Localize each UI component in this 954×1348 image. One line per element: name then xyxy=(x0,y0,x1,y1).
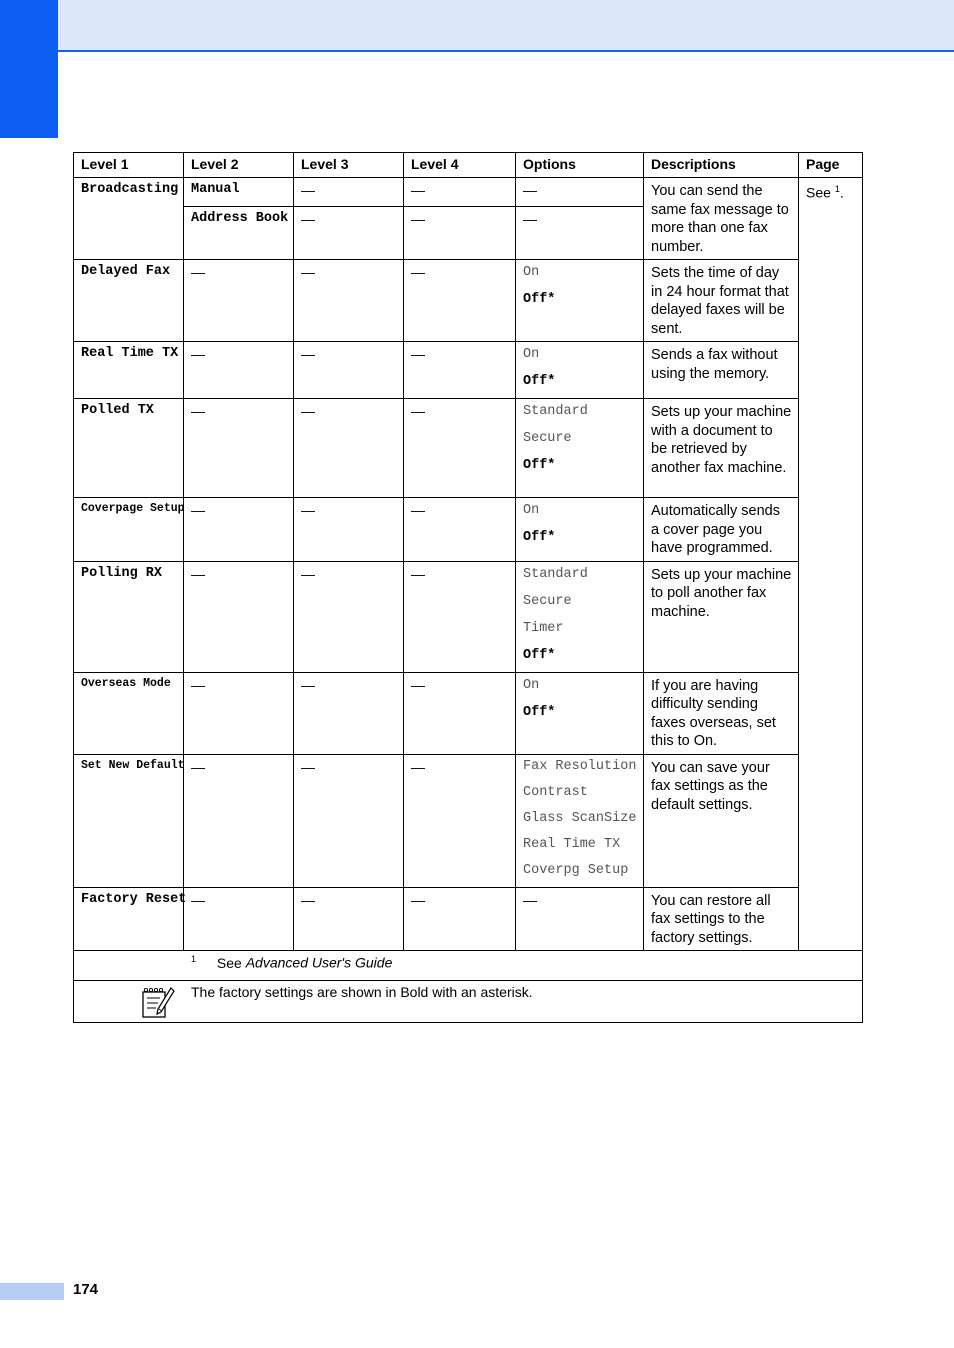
page-ref-suffix: . xyxy=(839,184,844,201)
options-cell: — xyxy=(516,207,644,260)
table-header-row xyxy=(74,153,863,178)
col-header-level4: Level 4 xyxy=(404,153,516,178)
col-header-page: Page xyxy=(799,153,863,178)
description-cell: Sets up your machine with a document to be retrieved by another fax machine. xyxy=(644,399,799,498)
level1-cell: Factory Reset xyxy=(74,887,184,951)
option-item: Standard xyxy=(523,566,588,582)
footnote-guide-title: Advanced User's Guide xyxy=(245,954,393,971)
page-ref-footnote-mark: 1 xyxy=(834,184,840,194)
note-pencil-icon xyxy=(140,985,176,1019)
level2-cell: — xyxy=(184,498,294,562)
table-row xyxy=(74,342,863,399)
table-row xyxy=(74,399,863,498)
level4-cell: — xyxy=(404,260,516,342)
level1-cell: Coverpage Setup xyxy=(74,498,184,562)
options-cell xyxy=(516,754,644,887)
option-item: Timer xyxy=(523,620,564,636)
level3-cell: — xyxy=(294,178,404,207)
table-row xyxy=(74,561,863,672)
fax-menu-table xyxy=(73,152,863,1023)
level1-cell: Broadcasting xyxy=(74,178,184,260)
options-cell xyxy=(516,260,644,342)
level3-cell: — xyxy=(294,399,404,498)
level4-cell: — xyxy=(404,342,516,399)
col-header-level1: Level 1 xyxy=(74,153,184,178)
option-item: Real Time TX xyxy=(523,836,621,852)
level3-cell: — xyxy=(294,887,404,951)
level1-cell: Polled TX xyxy=(74,399,184,498)
option-item: On xyxy=(523,677,540,693)
level1-cell: Real Time TX xyxy=(74,342,184,399)
options-cell xyxy=(516,498,644,562)
description-cell: Automatically sends a cover page you have programmed. xyxy=(644,498,799,562)
options-cell xyxy=(516,561,644,672)
description-cell: If you are having difficulty sending faxes overseas, set this to On. xyxy=(644,672,799,754)
option-item: Secure xyxy=(523,593,572,609)
header-band xyxy=(0,0,954,52)
options-cell xyxy=(516,672,644,754)
level4-cell: — xyxy=(404,754,516,887)
level4-cell: — xyxy=(404,178,516,207)
option-item-default: Off* xyxy=(523,458,556,473)
level2-cell: — xyxy=(184,260,294,342)
level1-cell: Overseas Mode xyxy=(74,672,184,754)
description-cell: Sets the time of day in 24 hour format that delayed faxes will be sent. xyxy=(644,260,799,342)
level3-cell: — xyxy=(294,260,404,342)
footnote-prefix: See xyxy=(216,954,246,971)
table-row xyxy=(74,178,863,207)
level3-cell: — xyxy=(294,498,404,562)
level2-cell: — xyxy=(184,561,294,672)
option-item: Coverpg Setup xyxy=(523,862,629,878)
option-item-default: Off* xyxy=(523,704,556,720)
level4-cell: — xyxy=(404,498,516,562)
level1-cell: Set New Default xyxy=(74,754,184,887)
table-row xyxy=(74,260,863,342)
option-item: Glass ScanSize xyxy=(523,810,637,826)
description-cell: You can send the same fax message to more than one fax number. xyxy=(644,178,799,260)
level4-cell: — xyxy=(404,561,516,672)
level1-cell: Polling RX xyxy=(74,561,184,672)
note-text: The factory settings are shown in Bold with an asterisk. xyxy=(191,984,533,1000)
level1-cell: Delayed Fax xyxy=(74,260,184,342)
option-item-default: Off* xyxy=(523,292,556,307)
level2-cell: — xyxy=(184,754,294,887)
option-item: On xyxy=(523,265,540,280)
description-cell: Sends a fax without using the memory. xyxy=(644,342,799,399)
options-cell: — xyxy=(516,178,644,207)
level4-cell: — xyxy=(404,887,516,951)
col-header-level2: Level 2 xyxy=(184,153,294,178)
note-cell xyxy=(74,981,863,1023)
footnote-row xyxy=(74,951,863,981)
note-row xyxy=(74,981,863,1023)
option-item: On xyxy=(523,347,540,362)
table-row xyxy=(74,498,863,562)
description-cell: Sets up your machine to poll another fax machine. xyxy=(644,561,799,672)
description-cell: You can save your fax settings as the default settings. xyxy=(644,754,799,887)
level2-cell: Address Book xyxy=(184,207,294,260)
table-row xyxy=(74,672,863,754)
page-ref-prefix: See xyxy=(806,184,831,201)
level3-cell: — xyxy=(294,342,404,399)
footnote-cell xyxy=(74,951,863,981)
level2-cell: — xyxy=(184,399,294,498)
page-number-bar xyxy=(0,1283,64,1300)
option-item-default: Off* xyxy=(523,374,556,389)
options-cell xyxy=(516,342,644,399)
option-item-default: Off* xyxy=(523,647,556,663)
chapter-tab xyxy=(0,0,58,138)
options-cell xyxy=(516,399,644,498)
level2-cell: — xyxy=(184,342,294,399)
level2-cell: Manual xyxy=(184,178,294,207)
level4-cell: — xyxy=(404,672,516,754)
col-header-descriptions: Descriptions xyxy=(644,153,799,178)
level3-cell: — xyxy=(294,754,404,887)
col-header-level3: Level 3 xyxy=(294,153,404,178)
page-cell xyxy=(799,178,863,951)
option-item: Contrast xyxy=(523,784,588,800)
options-cell: — xyxy=(516,887,644,951)
option-item: On xyxy=(523,503,540,518)
option-item: Secure xyxy=(523,431,572,446)
level3-cell: — xyxy=(294,561,404,672)
level4-cell: — xyxy=(404,207,516,260)
footnote-number: 1 xyxy=(191,954,197,964)
level3-cell: — xyxy=(294,207,404,260)
level3-cell: — xyxy=(294,672,404,754)
page-number: 174 xyxy=(73,1281,99,1298)
table-row xyxy=(74,754,863,887)
option-item: Standard xyxy=(523,404,588,419)
level4-cell: — xyxy=(404,399,516,498)
col-header-options: Options xyxy=(516,153,644,178)
option-item: Fax Resolution xyxy=(523,758,637,774)
level2-cell: — xyxy=(184,672,294,754)
description-cell: You can restore all fax settings to the factory settings. xyxy=(644,887,799,951)
option-item-default: Off* xyxy=(523,530,556,545)
table-row xyxy=(74,887,863,951)
level2-cell: — xyxy=(184,887,294,951)
